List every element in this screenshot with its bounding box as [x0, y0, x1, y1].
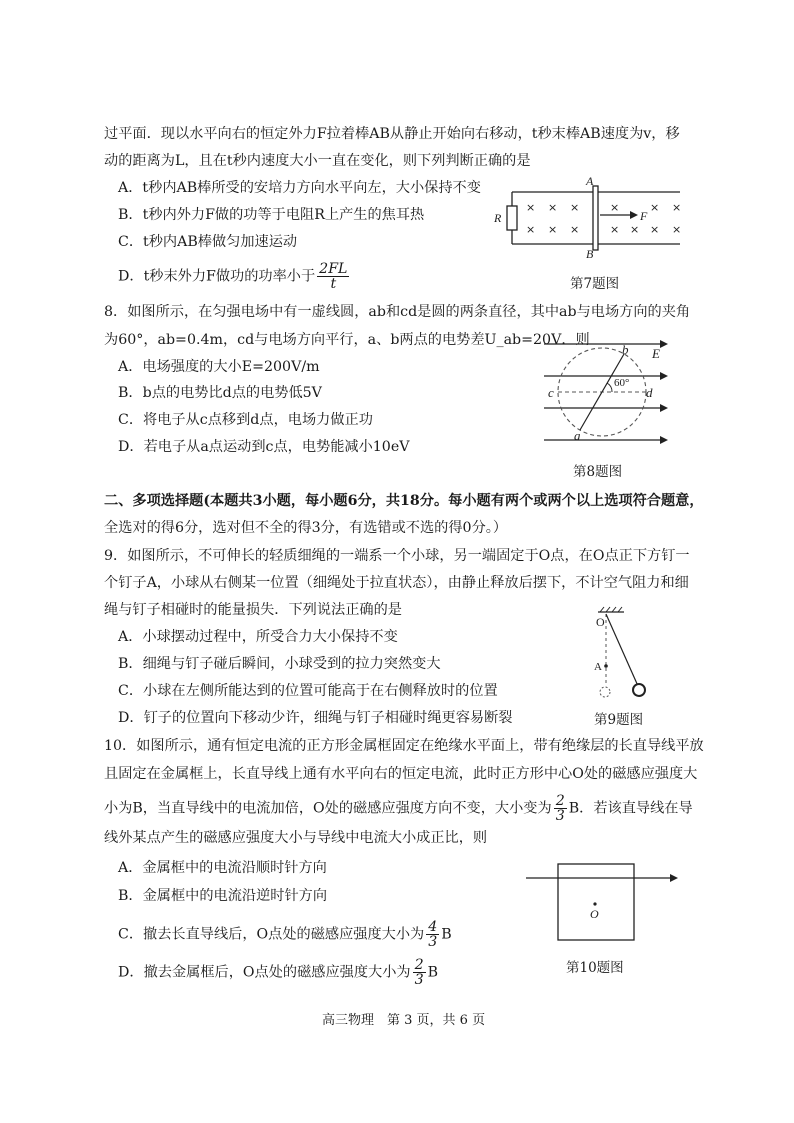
q10-stem-line-3	[104, 794, 693, 823]
label-b: B	[586, 247, 594, 261]
label-o: O	[590, 907, 599, 921]
q7-option-c: C．t秒内AB棒做匀加速运动	[118, 234, 298, 250]
cross: ×	[548, 201, 558, 214]
q9-option-b: B．细绳与钉子碰后瞬间，小球受到的拉力突然变大	[118, 656, 441, 672]
q10-stem-line-3-prefix: 小为B，当直导线中的电流加倍，O处的磁感应强度方向不变，大小变为	[104, 800, 552, 817]
angle-arc	[607, 383, 612, 392]
q9-stem-line-3: 绳与钉子相碰时的能量损失．下列说法正确的是	[104, 602, 402, 618]
fraction-denominator: 3	[555, 808, 565, 824]
q10-option-c	[118, 920, 452, 949]
force-arrowhead	[630, 211, 638, 219]
string	[606, 614, 638, 686]
q8-option-b: B．b点的电势比d点的电势低5V	[118, 385, 322, 401]
cross: ×	[672, 201, 682, 214]
fraction-denominator: t	[330, 276, 337, 292]
fraction-denominator: 3	[428, 934, 438, 950]
cross: ×	[570, 223, 580, 236]
magnetic-field-crosses	[526, 201, 681, 236]
cross: ×	[526, 201, 536, 214]
q7-option-b: B．t秒内外力F做的功等于电阻R上产生的焦耳热	[118, 207, 425, 223]
cross: ×	[610, 223, 620, 236]
q9-figure-caption: 第9题图	[594, 712, 644, 728]
label-a: A	[586, 174, 594, 188]
q10-figure	[524, 862, 680, 944]
q10-figure-caption: 第10题图	[566, 960, 624, 976]
q8-stem-line-1: 8．如图所示，在匀强电场中有一虚线圆，ab和cd是圆的两条直径，其中ab与电场方向的夹角	[104, 304, 691, 320]
q10-stem-line-3-suffix: B．若该直导线在导	[568, 800, 693, 817]
cross: ×	[650, 201, 660, 214]
field-arrowheads	[660, 340, 668, 444]
cross: ×	[526, 223, 536, 236]
cross: ×	[630, 223, 640, 236]
ceiling-hatch	[600, 607, 622, 612]
label-d: d	[646, 385, 653, 400]
fraction-numerator: 2	[555, 793, 565, 809]
label-e: E	[652, 346, 660, 361]
fraction-numerator: 2FL	[319, 261, 348, 277]
q10-option-d-suffix: B	[427, 964, 439, 981]
q7-stem-line-1: 过平面．现以水平向右的恒定外力F拉着棒AB从静止开始向右移动，t秒末棒AB速度为v，移	[104, 126, 680, 142]
q7-option-d	[118, 262, 351, 291]
nail-a	[604, 664, 608, 668]
q8-stem-line-2: 为60°，ab=0.4m，cd与电场方向平行，a、b两点的电势差U_ab=20V．则	[104, 332, 590, 348]
cross: ×	[610, 201, 620, 214]
q9-stem-line-1: 9．如图所示，不可伸长的轻质细绳的一端系一个小球，另一端固定于O点，在O点正下方钉一	[104, 548, 690, 564]
cross: ×	[650, 223, 660, 236]
square-frame	[558, 864, 634, 940]
fraction-numerator: 2	[414, 957, 424, 973]
q8-figure	[538, 336, 678, 456]
label-a: A	[594, 661, 602, 673]
q10-stem-line-2: 且固定在金属框上，长直导线上通有水平向右的恒定电流，此时正方形中心O处的磁感应强度大	[104, 766, 698, 782]
q8-option-d: D．若电子从a点运动到c点，电势能减小10eV	[118, 439, 410, 455]
cross: ×	[548, 223, 558, 236]
q8-figure-caption: 第8题图	[573, 464, 623, 480]
section-2-instructions: 全选对的得6分，选对但不全的得3分，有选错或不选的得0分。）	[104, 520, 508, 536]
ball-left-dashed	[600, 687, 610, 697]
q10-stem-fraction	[554, 794, 567, 823]
label-b: b	[622, 342, 629, 357]
q7-figure	[490, 174, 690, 261]
label-a: a	[574, 428, 581, 443]
q10-stem-line-4: 线外某点产生的磁感应强度大小与导线中电流大小成正比，则	[104, 830, 488, 846]
q10-option-a: A．金属框中的电流沿顺时针方向	[118, 860, 327, 876]
q8-option-a: A．电场强度的大小E=200V/m	[118, 359, 320, 375]
q10-option-b: B．金属框中的电流沿逆时针方向	[118, 888, 328, 904]
q7-figure-caption: 第7题图	[570, 276, 620, 292]
label-o: O	[596, 615, 605, 629]
fraction-numerator: 4	[428, 919, 438, 935]
ball	[633, 684, 645, 696]
fraction-denominator: 3	[414, 972, 424, 988]
section-2-heading: 二、多项选择题(本题共3小题，每小题6分，共18分。每小题有两个或两个以上选项符合题意，	[104, 493, 704, 509]
rod-ab	[593, 186, 598, 250]
cross: ×	[672, 223, 682, 236]
q10-option-c-fraction	[426, 920, 439, 949]
q10-option-d	[118, 958, 438, 987]
q7-stem-line-2: 动的距离为L，且在t秒内速度大小一直在变化，则下列判断正确的是	[104, 153, 531, 169]
q9-option-a: A．小球摆动过程中，所受合力大小保持不变	[118, 629, 398, 645]
q7-option-a: A．t秒内AB棒所受的安培力方向水平向左，大小保持不变	[118, 180, 481, 196]
q10-option-c-text: C．撤去长直导线后，O点处的磁感应强度大小为	[118, 926, 425, 943]
q10-option-d-fraction	[413, 958, 426, 987]
label-r: R	[494, 211, 502, 225]
q7-option-d-text: D．t秒末外力F做功的功率小于	[118, 268, 316, 285]
q10-option-d-text: D．撤去金属框后，O点处的磁感应强度大小为	[118, 964, 411, 981]
q9-stem-line-2: 个钉子A，小球从右侧某一位置（细绳处于拉直状态），由静止释放后摆下，不计空气阻力和细	[104, 575, 689, 591]
label-f: F	[640, 209, 648, 223]
q8-option-c: C．将电子从c点移到d点，电场力做正功	[118, 412, 373, 428]
wire-arrowhead	[670, 874, 678, 882]
angle-label: 60°	[614, 377, 630, 389]
q9-option-c: C．小球在左侧所能达到的位置可能高于在右侧释放时的位置	[118, 683, 498, 699]
cross: ×	[570, 201, 580, 214]
q9-figure	[592, 606, 662, 706]
q7-option-d-fraction	[317, 262, 349, 291]
center-point	[593, 902, 596, 905]
resistor	[507, 206, 517, 230]
page-footer: 高三物理 第 3 页，共 6 页	[322, 1013, 486, 1028]
label-c: c	[548, 385, 554, 400]
q10-option-c-suffix: B	[441, 926, 452, 943]
q9-option-d: D．钉子的位置向下移动少许，细绳与钉子相碰时绳更容易断裂	[118, 710, 513, 726]
q10-stem-line-1: 10．如图所示，通有恒定电流的正方形金属框固定在绝缘水平面上，带有绝缘层的长直导线平放	[104, 738, 704, 754]
